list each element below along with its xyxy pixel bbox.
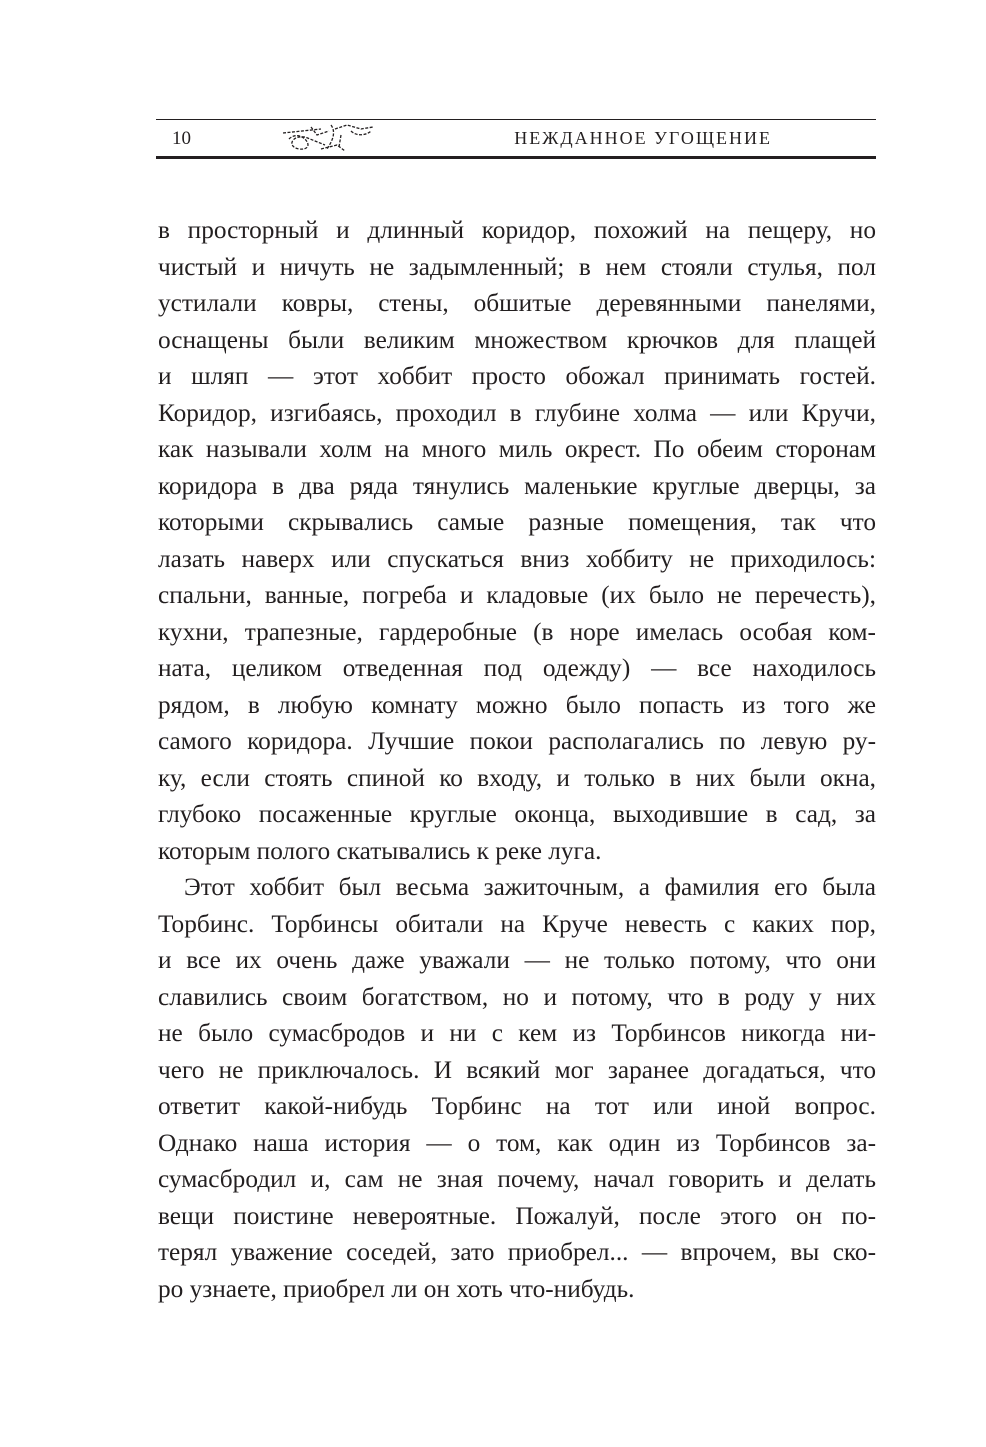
text-line: и все их очень даже уважали — не только потому, что они xyxy=(158,946,876,974)
text-line: чего не приключалось. И всякий мог заранее догадаться, что xyxy=(158,1055,876,1084)
dragon-ornament-icon xyxy=(281,123,381,153)
text-line: Однако наша история — о том, как один из Торбинсов за- xyxy=(158,1128,876,1157)
text-line: оснащены были великим множеством крючков для плащей xyxy=(158,325,876,354)
text-line: терял уважение соседей, зато приобрел... — впрочем, вы ско- xyxy=(158,1238,876,1266)
text-line: не было сумасбродов и ни с кем из Торбинсов никогда ни- xyxy=(158,1019,876,1047)
text-line: коридора в два ряда тянулись маленькие круглые дверцы, за xyxy=(158,471,876,500)
text-line: и шляп — этот хоббит просто обожал принимать гостей. xyxy=(158,362,876,390)
running-header xyxy=(156,119,876,159)
text-line: самого коридора. Лучшие покои располагались по левую ру- xyxy=(158,727,876,755)
text-line: Этот хоббит был весьма зажиточным, а фамилия его была xyxy=(184,873,876,901)
text-line: Коридор, изгибаясь, проходил в глубине холма — или Кручи, xyxy=(158,398,876,427)
text-line: вещи поистине невероятные. Пожалуй, после этого он по- xyxy=(158,1201,876,1230)
text-line: которыми скрывались самые разные помещения, так что xyxy=(158,508,876,536)
text-line: кухни, трапезные, гардеробные (в норе имелась особая ком- xyxy=(158,617,876,646)
page-number: 10 xyxy=(172,128,191,149)
text-line: ку, если стоять спиной ко входу, и только в них были окна, xyxy=(158,763,876,792)
text-line: сумасбродил и, сам не зная почему, начал говорить и делать xyxy=(158,1165,876,1193)
text-line: рядом, в любую комнату можно было попасть из того же xyxy=(158,690,876,719)
text-line: чистый и ничуть не задымленный; в нем стояли стулья, пол xyxy=(158,252,876,281)
running-title: НЕЖДАННОЕ УГОЩЕНИЕ xyxy=(514,128,772,148)
text-line: ро узнаете, приобрел ли он хоть что-нибудь. xyxy=(158,1274,635,1303)
paragraph xyxy=(158,869,876,1307)
text-line: славились своим богатством, но и потому, что в роду у них xyxy=(158,982,876,1011)
text-line: в просторный и длинный коридор, похожий на пещеру, но xyxy=(158,216,876,244)
text-line: глубоко посаженные круглые оконца, выходившие в сад, за xyxy=(158,800,876,828)
paragraph xyxy=(158,212,876,869)
text-line: спальни, ванные, погреба и кладовые (их было не перечесть), xyxy=(158,581,876,609)
text-line: Торбинс. Торбинсы обитали на Круче невесть с каких пор, xyxy=(158,909,876,938)
text-line: лазать наверх или спускаться вниз хоббиту не приходилось: xyxy=(158,544,876,573)
text-line: устилали ковры, стены, обшитые деревянными панелями, xyxy=(158,289,876,317)
text-line: которым полого скатывались к реке луга. xyxy=(158,836,602,865)
text-line: ответит какой-нибудь Торбинс на тот или иной вопрос. xyxy=(158,1092,876,1120)
text-line: как называли холм на много миль окрест. По обеим сторонам xyxy=(158,435,876,463)
text-line: ната, целиком отведенная под одежду) — все находилось xyxy=(158,654,876,682)
page-body xyxy=(158,212,876,1307)
